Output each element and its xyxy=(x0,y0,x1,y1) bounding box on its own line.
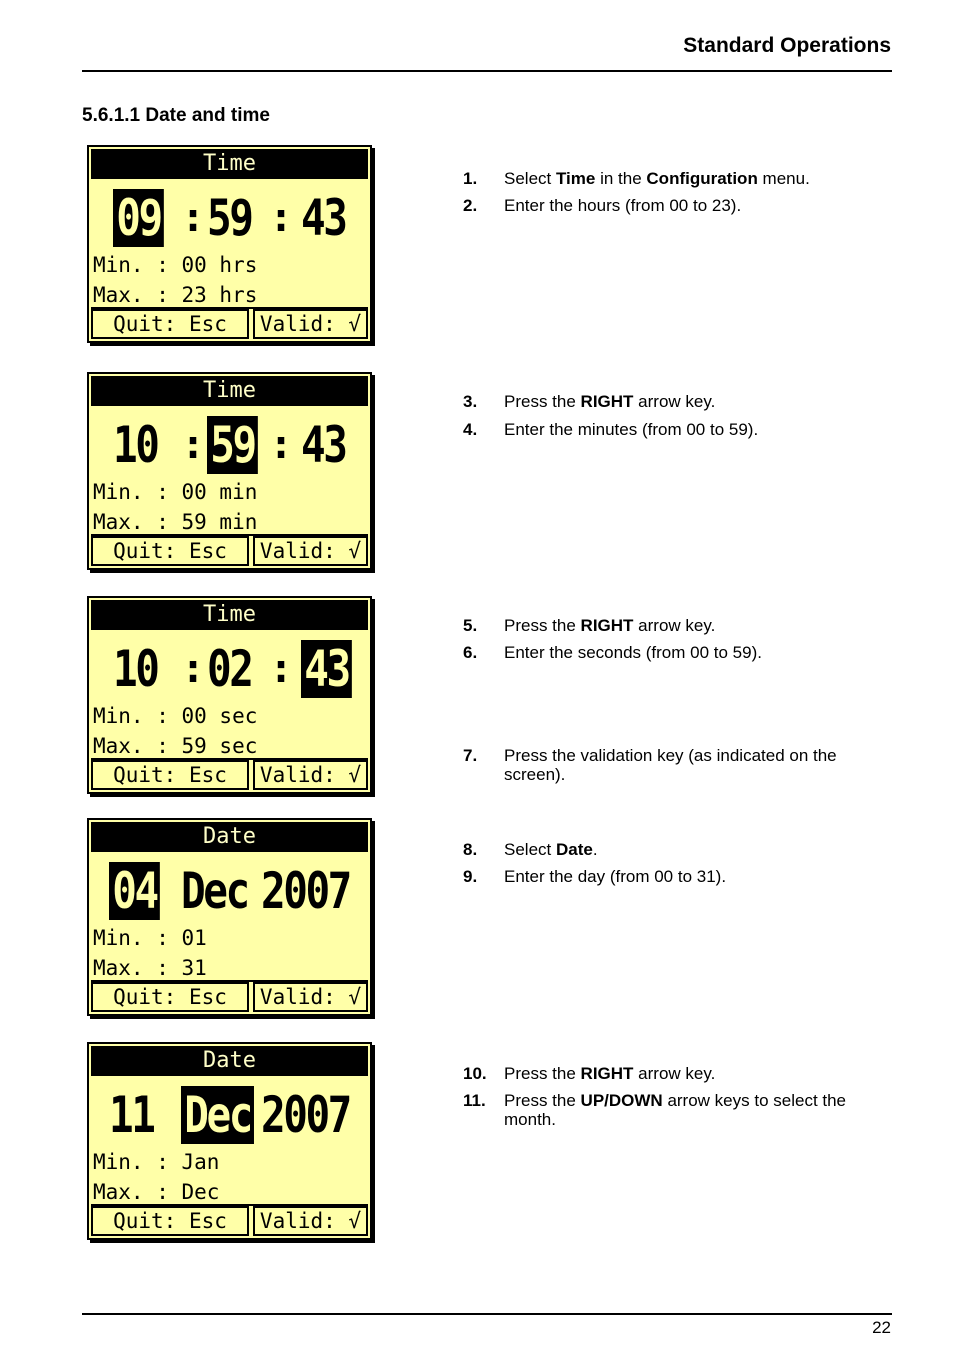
step-text xyxy=(504,746,884,784)
step-text-part: menu. xyxy=(757,169,810,188)
lcd-valid-softkey: Valid: √ xyxy=(253,1206,368,1236)
lcd-valid-softkey: Valid: √ xyxy=(253,309,368,339)
lcd-min-line: Min. : 00 hrs xyxy=(93,253,258,277)
lcd-value-selected: 04 xyxy=(109,862,160,920)
lcd-value-selected: 43 xyxy=(301,640,352,698)
step-number: 8. xyxy=(463,840,478,859)
step-text-part: . xyxy=(592,840,598,859)
lcd-values xyxy=(89,858,370,924)
lcd-min-line: Min. : 00 min xyxy=(93,480,258,504)
lcd-valid-softkey: Valid: √ xyxy=(253,760,368,790)
lcd-max-line: Max. : 23 hrs xyxy=(93,283,258,307)
page-header-title: Standard Operations xyxy=(683,34,891,57)
step-text-part: Press the xyxy=(504,392,581,411)
step-keyword: UP/DOWN xyxy=(580,1091,663,1110)
step-text xyxy=(504,643,884,662)
lcd-max-line: Max. : 59 min xyxy=(93,510,258,534)
step-text-part: arrow keys to select the month. xyxy=(504,1091,847,1129)
page-number: 22 xyxy=(872,1318,891,1337)
section-title: 5.6.1.1 Date and time xyxy=(82,105,270,126)
step-number: 10. xyxy=(463,1064,487,1083)
lcd-footer xyxy=(91,758,368,790)
step-text-part: Enter the hours (from 00 to 23). xyxy=(504,196,742,215)
lcd-separator: : xyxy=(269,422,291,468)
lcd-separator: : xyxy=(269,195,291,241)
lcd-value: 2007 xyxy=(261,862,350,920)
lcd-quit-softkey: Quit: Esc xyxy=(91,536,249,566)
step-text xyxy=(504,1064,884,1083)
step-keyword: RIGHT xyxy=(580,616,634,635)
step-text-part: Enter the minutes (from 00 to 59). xyxy=(504,420,759,439)
lcd-title: Date xyxy=(91,822,368,852)
step-text-part: Press the validation key (as indicated on the screen). xyxy=(504,746,837,784)
lcd-min-line: Min. : Jan xyxy=(93,1150,220,1174)
step-number: 2. xyxy=(463,196,478,215)
footer-rule xyxy=(82,1313,892,1315)
step-text xyxy=(504,840,884,859)
step-text xyxy=(504,1091,884,1129)
lcd-value: 59 xyxy=(207,189,252,247)
lcd-value-selected: Dec xyxy=(181,1086,254,1144)
lcd-quit-softkey: Quit: Esc xyxy=(91,982,249,1012)
lcd-quit-softkey: Quit: Esc xyxy=(91,1206,249,1236)
lcd-value: Dec xyxy=(181,862,248,920)
lcd-title: Time xyxy=(91,600,368,630)
lcd-footer xyxy=(91,534,368,566)
step-text xyxy=(504,392,884,411)
lcd-max-line: Max. : Dec xyxy=(93,1180,220,1204)
step-text-part: Enter the day (from 00 to 31). xyxy=(504,867,727,886)
step-text-part: arrow key. xyxy=(633,1064,716,1083)
lcd-screen xyxy=(87,596,372,794)
step-text xyxy=(504,867,884,886)
step-text-part: in the xyxy=(595,169,647,188)
lcd-value-selected: 59 xyxy=(207,416,258,474)
step-text-part: Enter the seconds (from 00 to 59). xyxy=(504,643,762,662)
step-number: 4. xyxy=(463,420,478,439)
lcd-min-line: Min. : 01 xyxy=(93,926,207,950)
lcd-footer xyxy=(91,307,368,339)
step-text xyxy=(504,196,884,215)
step-text xyxy=(504,616,884,635)
step-text xyxy=(504,420,884,439)
step-text-part: Press the xyxy=(504,1091,581,1110)
lcd-quit-softkey: Quit: Esc xyxy=(91,760,249,790)
step-number: 5. xyxy=(463,616,478,635)
step-text-part: Press the xyxy=(504,1064,581,1083)
lcd-min-line: Min. : 00 sec xyxy=(93,704,258,728)
lcd-screen xyxy=(87,372,372,570)
lcd-value: 10 xyxy=(113,640,158,698)
step-number: 7. xyxy=(463,746,478,765)
step-text-part: Select xyxy=(504,169,556,188)
lcd-max-line: Max. : 31 xyxy=(93,956,207,980)
step-keyword: Time xyxy=(555,169,596,188)
lcd-footer xyxy=(91,1204,368,1236)
lcd-values xyxy=(89,636,370,702)
lcd-value: 10 xyxy=(113,416,158,474)
lcd-screen xyxy=(87,1042,372,1240)
step-text-part: arrow key. xyxy=(633,392,716,411)
lcd-values xyxy=(89,1082,370,1148)
lcd-separator: : xyxy=(181,422,203,468)
lcd-footer xyxy=(91,980,368,1012)
lcd-value: 02 xyxy=(207,640,252,698)
step-number: 6. xyxy=(463,643,478,662)
step-text-part: Press the xyxy=(504,616,581,635)
step-keyword: RIGHT xyxy=(580,1064,634,1083)
lcd-screen xyxy=(87,818,372,1016)
lcd-valid-softkey: Valid: √ xyxy=(253,982,368,1012)
lcd-quit-softkey: Quit: Esc xyxy=(91,309,249,339)
step-keyword: Configuration xyxy=(646,169,758,188)
lcd-screen xyxy=(87,145,372,343)
step-text xyxy=(504,169,884,188)
step-number: 1. xyxy=(463,169,478,188)
step-keyword: Date xyxy=(555,840,593,859)
lcd-value-selected: 09 xyxy=(113,189,164,247)
lcd-values xyxy=(89,185,370,251)
step-text-part: Select xyxy=(504,840,556,859)
lcd-valid-softkey: Valid: √ xyxy=(253,536,368,566)
step-number: 11. xyxy=(463,1091,486,1110)
lcd-values xyxy=(89,412,370,478)
lcd-max-line: Max. : 59 sec xyxy=(93,734,258,758)
lcd-value: 11 xyxy=(109,1086,154,1144)
step-text-part: arrow key. xyxy=(633,616,716,635)
lcd-separator: : xyxy=(181,646,203,692)
step-number: 3. xyxy=(463,392,478,411)
lcd-separator: : xyxy=(181,195,203,241)
step-number: 9. xyxy=(463,867,478,886)
lcd-title: Time xyxy=(91,149,368,179)
lcd-value: 2007 xyxy=(261,1086,350,1144)
lcd-value: 43 xyxy=(301,189,346,247)
lcd-title: Time xyxy=(91,376,368,406)
lcd-title: Date xyxy=(91,1046,368,1076)
header-rule xyxy=(82,70,892,72)
step-keyword: RIGHT xyxy=(580,392,634,411)
lcd-value: 43 xyxy=(301,416,346,474)
lcd-separator: : xyxy=(269,646,291,692)
